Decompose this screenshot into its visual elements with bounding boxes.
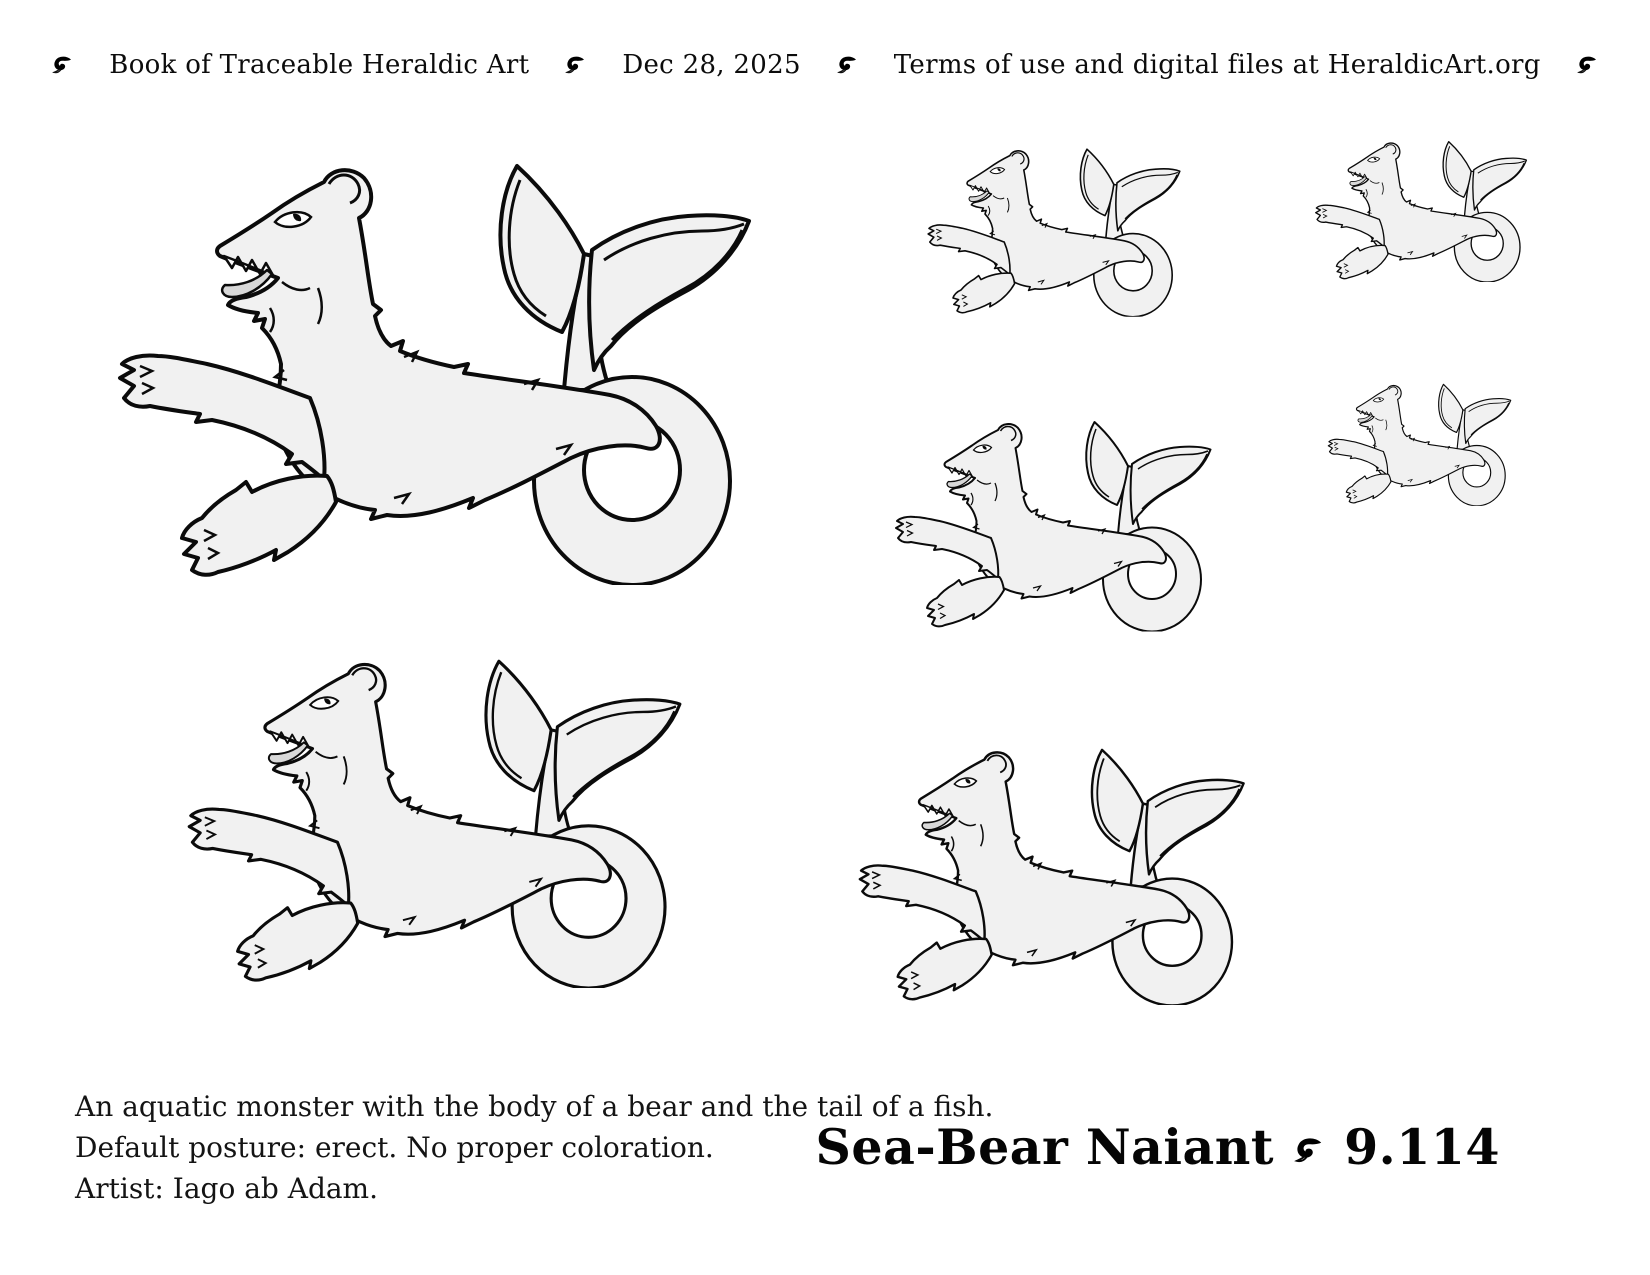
description-line: Default posture: erect. No proper coloration. [75, 1131, 714, 1164]
sea-bear-figure-large-primary [112, 158, 753, 585]
sea-bear-figure-top-middle [925, 146, 1181, 317]
sea-bear-figure-lower-left [183, 655, 683, 988]
fleuron-leaf-icon [1294, 1136, 1324, 1166]
sea-bear-figure-middle [892, 418, 1213, 632]
sea-bear-figure-middle-right-small [1326, 382, 1512, 506]
page-title-block [816, 1118, 1500, 1176]
fleuron-leaf-icon [52, 55, 73, 76]
terms-of-use-link[interactable]: Terms of use and digital files at HeraldicArt.org [893, 50, 1541, 80]
header-item: Book of Traceable Heraldic Art [109, 50, 530, 80]
page-header [0, 50, 1650, 80]
header-item: Dec 28, 2025 [622, 50, 801, 80]
fleuron-leaf-icon [837, 55, 858, 76]
sea-bear-figure-bottom-middle [855, 745, 1246, 1005]
fleuron-leaf-icon [1577, 55, 1598, 76]
page-title: Sea-Bear Naiant [815, 1118, 1275, 1176]
fleuron-leaf-icon [565, 55, 586, 76]
reference-number: 9.114 [1344, 1118, 1500, 1176]
artist-credit: Artist: Iago ab Adam. [75, 1172, 379, 1205]
description-line: An aquatic monster with the body of a bear and the tail of a fish. [75, 1090, 994, 1123]
sea-bear-figure-top-right [1313, 139, 1528, 282]
